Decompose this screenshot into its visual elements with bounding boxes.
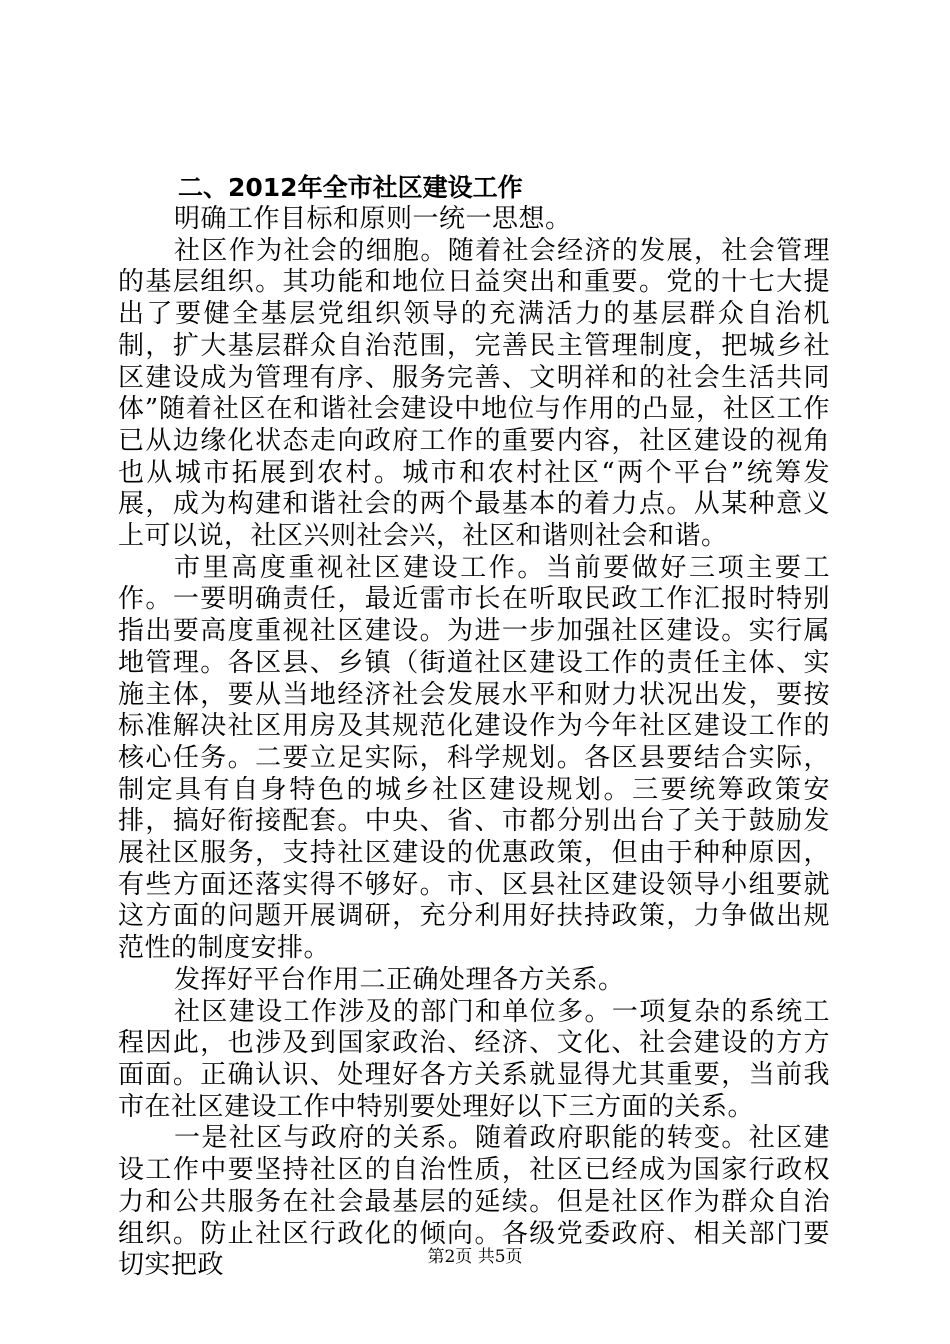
paragraph-community-role: 社区作为社会的细胞。随着社会经济的发展，社会管理的基层组织。其功能和地位日益突出和重要。党的十七大提出了要健全基层党组织领导的充满活力的基层群众自治机制，扩大基层群众自治范围，完善民主管理制度，把城乡社区建设成为管理有序、服务完善、文明祥和的社会生活共同体”随着社区在和谐社会建设中地位与作用的凸显，社区工作已从边缘化状态走向政府工作的重要内容，社区建设的视角也从城市拓展到农村。城市和农村社区“两个平台”统筹发展，成为构建和谐社会的两个最基本的着力点。从某种意义上可以说，社区兴则社会兴，社区和谐则社会和谐。: [118, 235, 830, 552]
paragraph-relations: 社区建设工作涉及的部门和单位多。一项复杂的系统工程因此，也涉及到国家政治、经济、文化、社会建设的方方面面。正确认识、处理好各方关系就显得尤其重要，当前我市在社区建设工作中特别要处理好以下三方面的关系。: [118, 996, 830, 1122]
section-heading: 二、2012年全市社区建设工作: [178, 173, 523, 202]
document-body: [118, 172, 830, 1282]
page-footer: 第2页 共5页: [427, 1247, 523, 1267]
paragraph-three-tasks: 市里高度重视社区建设工作。当前要做好三项主要工作。一要明确责任，最近雷市长在听取民政工作汇报时特别指出要高度重视社区建设。为进一步加强社区建设。实行属地管理。各区县、乡镇（街道社区建设工作的责任主体、实施主体，要从当地经济社会发展水平和财力状况出发，要按标准解决社区用房及其规范化建设作为今年社区建设工作的核心任务。二要立足实际，科学规划。各区县要结合实际，制定具有自身特色的城乡社区建设规划。三要统筹政策安排，搞好衔接配套。中央、省、市都分别出台了关于鼓励发展社区服务，支持社区建设的优惠政策，但由于种种原因，有些方面还落实得不够好。市、区县社区建设领导小组要就这方面的问题开展调研，充分利用好扶持政策，力争做出规范性的制度安排。: [118, 552, 830, 964]
paragraph-community-government: 一是社区与政府的关系。随着政府职能的转变。社区建设工作中要坚持社区的自治性质，社区已经成为国家行政权力和公共服务在社会最基层的延续。但是社区作为群众自治组织。防止社区行政化的倾向。各级党委政府、相关部门要切实把政: [118, 1123, 830, 1281]
paragraph-platform: 发挥好平台作用二正确处理各方关系。: [174, 964, 625, 995]
paragraph-goal: 明确工作目标和原则一统一思想。: [174, 204, 572, 234]
